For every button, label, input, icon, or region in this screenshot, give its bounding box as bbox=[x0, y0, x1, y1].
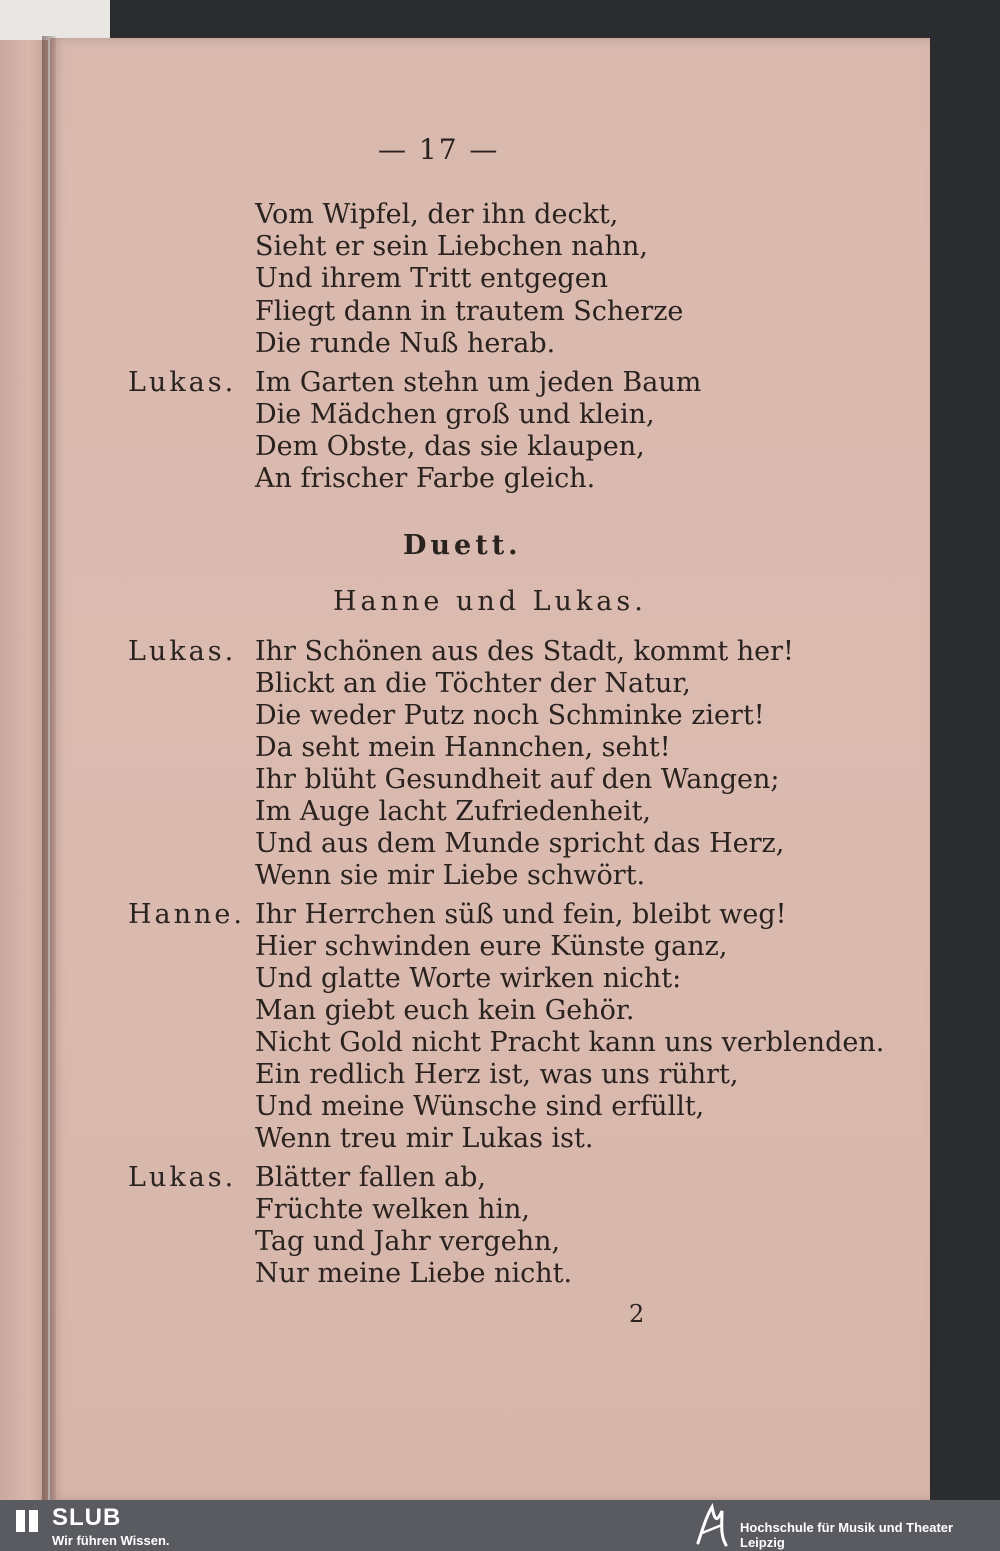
verse-line: Die weder Putz noch Schminke ziert! bbox=[255, 700, 765, 731]
verse-line: An frischer Farbe gleich. bbox=[255, 463, 596, 494]
book-icon bbox=[14, 1508, 40, 1534]
verse-line: Da seht mein Hannchen, seht! bbox=[255, 732, 671, 763]
slub-logo-text[interactable]: SLUB bbox=[52, 1504, 122, 1531]
section-title: Duett. bbox=[403, 530, 522, 561]
book-gutter-shadow bbox=[42, 36, 56, 1500]
section-subtitle: Hanne und Lukas. bbox=[333, 586, 647, 617]
speaker-name: Lukas. bbox=[128, 1162, 237, 1193]
verse-line: Und ihrem Tritt entgegen bbox=[255, 263, 609, 294]
verse-line: Wenn sie mir Liebe schwört. bbox=[255, 860, 646, 891]
verse-line: Ihr Schönen aus des Stadt, kommt her! bbox=[255, 636, 794, 667]
verse-line: Fliegt dann in trautem Scherze bbox=[255, 296, 684, 327]
viewer-footer-bar bbox=[0, 1500, 1000, 1551]
speaker-name: Lukas. bbox=[128, 636, 237, 667]
previous-page-edge bbox=[0, 40, 48, 1500]
verse-line: Ihr Herrchen süß und fein, bleibt weg! bbox=[255, 899, 787, 930]
speaker-name: Lukas. bbox=[128, 367, 237, 398]
sheet-signature: 2 bbox=[629, 1300, 645, 1328]
page-number: — 17 — bbox=[378, 133, 500, 166]
verse-line: Nicht Gold nicht Pracht kann uns verblenden. bbox=[255, 1027, 885, 1058]
verse-line: Blätter fallen ab, bbox=[255, 1162, 487, 1193]
verse-line: Die Mädchen groß und klein, bbox=[255, 399, 655, 430]
verse-line: Ihr blüht Gesundheit auf den Wangen; bbox=[255, 764, 780, 795]
verse-line: Vom Wipfel, der ihn deckt, bbox=[255, 199, 619, 230]
verse-line: Hier schwinden eure Künste ganz, bbox=[255, 931, 728, 962]
verse-line: Blickt an die Töchter der Natur, bbox=[255, 668, 691, 699]
verse-line: Früchte welken hin, bbox=[255, 1194, 530, 1225]
hmt-logo-icon bbox=[692, 1503, 732, 1549]
verse-line: Man giebt euch kein Gehör. bbox=[255, 995, 635, 1026]
verse-line: Und glatte Worte wirken nicht: bbox=[255, 963, 682, 994]
verse-line: Und aus dem Munde spricht das Herz, bbox=[255, 828, 785, 859]
verse-line: Im Garten stehn um jeden Baum bbox=[255, 367, 702, 398]
verse-line: Tag und Jahr vergehn, bbox=[255, 1226, 561, 1257]
speaker-name: Hanne. bbox=[128, 899, 245, 930]
verse-line: Wenn treu mir Lukas ist. bbox=[255, 1123, 594, 1154]
institution-name[interactable]: Hochschule für Musik und Theater Leipzig bbox=[740, 1520, 954, 1550]
verse-line: Nur meine Liebe nicht. bbox=[255, 1258, 573, 1289]
verse-line: Sieht er sein Liebchen nahn, bbox=[255, 231, 648, 262]
verse-line: Dem Obste, das sie klaupen, bbox=[255, 431, 645, 462]
slub-tagline: Wir führen Wissen. bbox=[52, 1533, 170, 1548]
verse-line: Im Auge lacht Zufriedenheit, bbox=[255, 796, 652, 827]
verse-line: Die runde Nuß herab. bbox=[255, 328, 556, 359]
verse-line: Ein redlich Herz ist, was uns rührt, bbox=[255, 1059, 739, 1090]
verse-line: Und meine Wünsche sind erfüllt, bbox=[255, 1091, 705, 1122]
